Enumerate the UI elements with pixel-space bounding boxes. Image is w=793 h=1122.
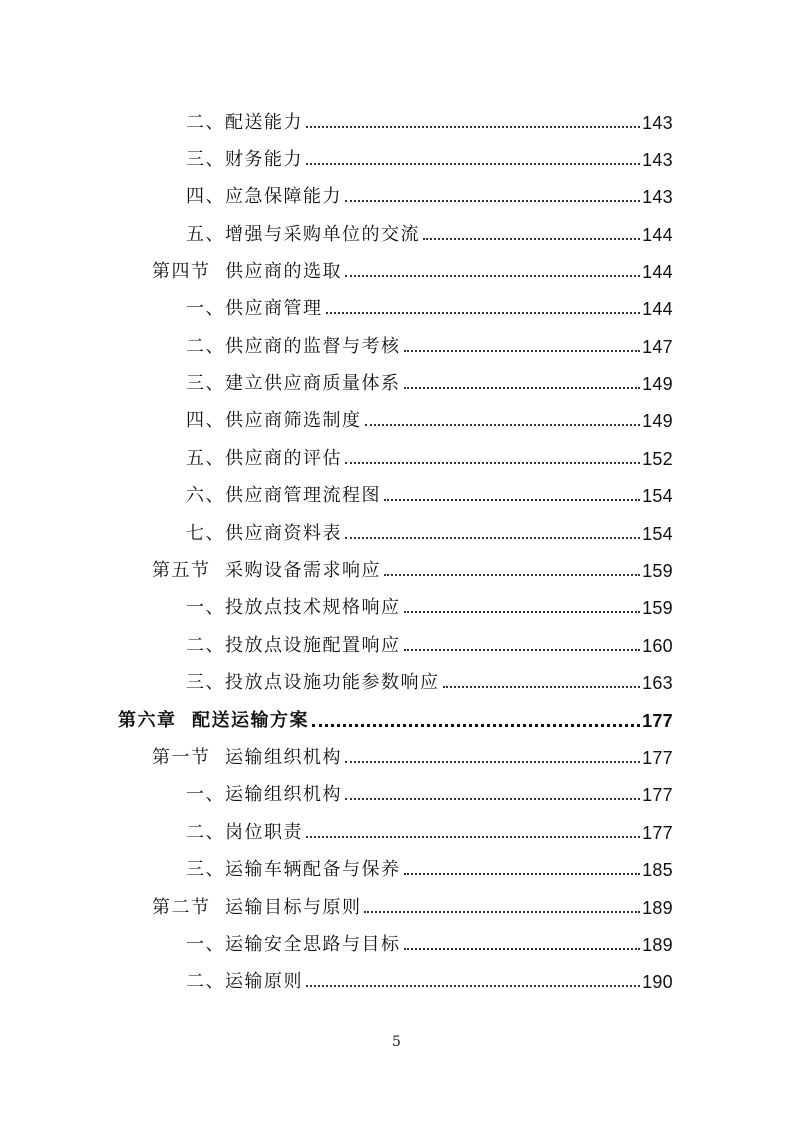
toc-entry-title: 二、投放点设施配置响应 <box>186 635 401 656</box>
toc-entry[interactable] <box>186 776 673 806</box>
toc-page-number: 143 <box>642 150 673 170</box>
toc-entry[interactable] <box>186 440 673 470</box>
toc-page-number: 154 <box>642 524 673 544</box>
toc-page-number: 149 <box>642 374 673 394</box>
toc-page-number: 159 <box>642 598 673 618</box>
toc-page-number: 152 <box>642 449 673 469</box>
toc-section-entry[interactable] <box>152 552 673 582</box>
dot-leader <box>404 610 641 613</box>
toc-page-number: 189 <box>642 898 673 918</box>
toc-entry-title: 一、供应商管理 <box>186 298 323 319</box>
toc-page-number: 149 <box>642 411 673 431</box>
toc-page-number: 177 <box>642 748 673 768</box>
toc-page-number: 144 <box>642 262 673 282</box>
toc-entry-title: 六、供应商管理流程图 <box>186 485 381 506</box>
toc-section-entry[interactable] <box>152 253 673 283</box>
toc-entry-title: 二、供应商的监督与考核 <box>186 336 401 357</box>
dot-leader <box>312 723 640 727</box>
dot-leader <box>345 536 640 539</box>
dot-leader <box>384 498 640 501</box>
toc-page-number: 147 <box>642 337 673 357</box>
toc-entry[interactable] <box>186 627 673 657</box>
toc-entry[interactable] <box>186 402 673 432</box>
toc-entry[interactable] <box>186 589 673 619</box>
toc-entry[interactable] <box>186 328 673 358</box>
toc-entry-title: 一、投放点技术规格响应 <box>186 597 401 618</box>
dot-leader <box>345 199 640 202</box>
toc-entry-title: 二、运输原则 <box>186 971 303 992</box>
toc-page-number: 163 <box>642 673 673 693</box>
toc-entry-title: 四、供应商筛选制度 <box>186 410 362 431</box>
toc-page-number: 185 <box>642 860 673 880</box>
toc-entry-title: 第五节 采购设备需求响应 <box>152 560 381 581</box>
toc-entry[interactable] <box>186 216 673 246</box>
dot-leader <box>306 125 640 128</box>
toc-entry-title: 四、应急保障能力 <box>186 186 342 207</box>
toc-entry-title: 二、配送能力 <box>186 112 303 133</box>
toc-entry[interactable] <box>186 814 673 844</box>
dot-leader <box>345 461 640 464</box>
toc-entry[interactable] <box>186 104 673 134</box>
toc-entry[interactable] <box>186 290 673 320</box>
toc-page-number: 177 <box>642 823 673 843</box>
dot-leader <box>306 984 640 987</box>
toc-entry-title: 七、供应商资料表 <box>186 523 342 544</box>
toc-page-number: 177 <box>642 711 673 731</box>
dot-leader <box>404 872 641 875</box>
toc-section-entry[interactable] <box>152 739 673 769</box>
dot-leader <box>404 947 641 950</box>
toc-entry-title: 第一节 运输组织机构 <box>152 747 342 768</box>
toc-entry-title: 三、运输车辆配备与保养 <box>186 859 401 880</box>
dot-leader <box>404 386 641 389</box>
dot-leader <box>443 685 641 688</box>
toc-page-number: 177 <box>642 785 673 805</box>
dot-leader <box>345 274 640 277</box>
toc-page-number: 143 <box>642 113 673 133</box>
toc-section-entry[interactable] <box>152 889 673 919</box>
toc-page-number: 154 <box>642 486 673 506</box>
dot-leader <box>423 237 640 240</box>
toc-page-number: 159 <box>642 561 673 581</box>
toc-entry[interactable] <box>186 926 673 956</box>
dot-leader <box>306 162 640 165</box>
toc-entry-title: 三、投放点设施功能参数响应 <box>186 672 440 693</box>
toc-entry[interactable] <box>186 178 673 208</box>
dot-leader <box>364 910 640 913</box>
toc-entry-title: 第六章 配送运输方案 <box>118 710 310 731</box>
toc-page-number: 189 <box>642 935 673 955</box>
toc-entry-title: 第二节 运输目标与原则 <box>152 897 362 918</box>
dot-leader <box>306 835 640 838</box>
toc-entry[interactable] <box>186 477 673 507</box>
toc-page-number: 143 <box>642 187 673 207</box>
toc-entry-title: 一、运输安全思路与目标 <box>186 934 401 955</box>
dot-leader <box>404 648 641 651</box>
toc-entry-title: 五、增强与采购单位的交流 <box>186 224 420 245</box>
toc-entry[interactable] <box>186 851 673 881</box>
dot-leader <box>365 423 641 426</box>
page-number: 5 <box>392 1034 401 1050</box>
toc-entry-title: 三、财务能力 <box>186 149 303 170</box>
dot-leader <box>326 311 641 314</box>
toc-entry-title: 一、运输组织机构 <box>186 784 342 805</box>
toc-entry[interactable] <box>186 365 673 395</box>
toc-entry[interactable] <box>186 141 673 171</box>
toc-chapter-entry[interactable] <box>118 702 673 732</box>
toc-page-number: 160 <box>642 636 673 656</box>
toc-page-number: 144 <box>642 225 673 245</box>
toc-entry[interactable] <box>186 963 673 993</box>
toc-page-number: 144 <box>642 299 673 319</box>
toc-entry-title: 五、供应商的评估 <box>186 448 342 469</box>
toc-page-number: 190 <box>642 972 673 992</box>
toc-entry[interactable] <box>186 664 673 694</box>
toc-entry-title: 二、岗位职责 <box>186 822 303 843</box>
toc-entry[interactable] <box>186 515 673 545</box>
dot-leader <box>384 573 640 576</box>
dot-leader <box>345 760 640 763</box>
dot-leader <box>404 349 641 352</box>
dot-leader <box>345 797 640 800</box>
toc-entry-title: 三、建立供应商质量体系 <box>186 373 401 394</box>
toc-entry-title: 第四节 供应商的选取 <box>152 261 342 282</box>
